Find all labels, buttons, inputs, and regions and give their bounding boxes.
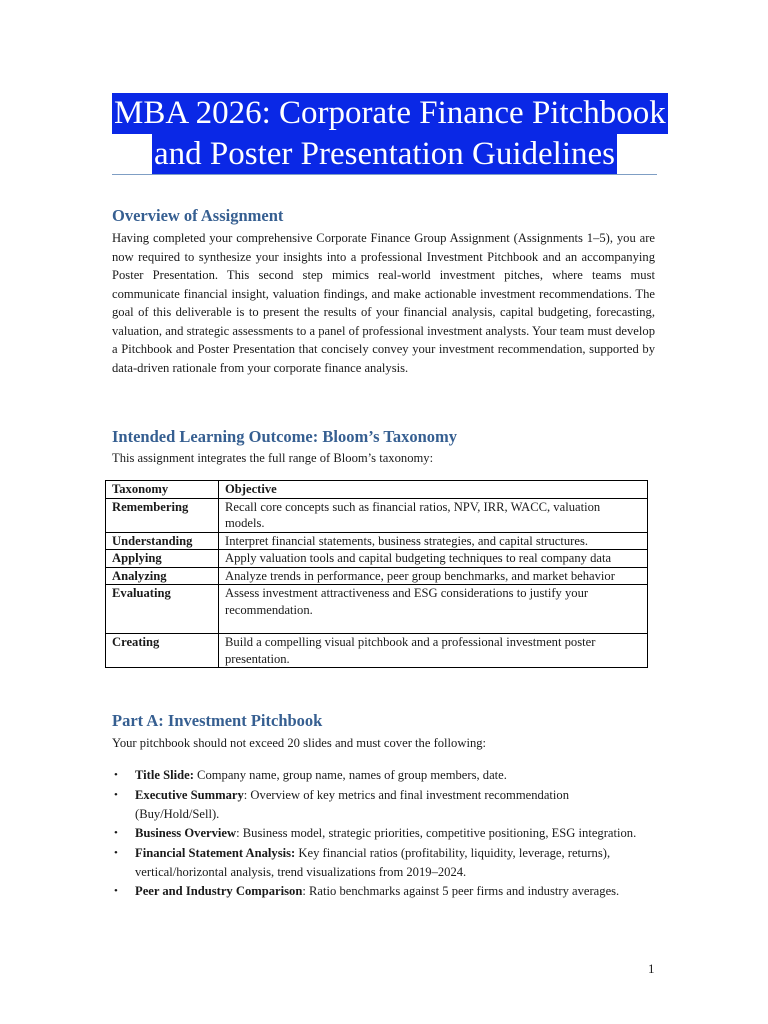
bullet-icon: • xyxy=(114,885,118,897)
overview-paragraph: Having completed your comprehensive Corporate Finance Group Assignment (Assignments 1–5), you are now required to synthesize your insights into a professional Investment Pitchbook and an accompanying Poster Presentation. This second step mimics real-world investment pitches, where teams must communicate financial insight, valuation findings, and make actionable investment recommendations. The goal of this deliverable is to present the results of your financial analysis, capital budgeting, forecasting, valuation, and strategic assessments to a panel of professional investment analysts. Your team must develop a Pitchbook and Poster Presentation that concisely convey your investment recommendation, supported by data-driven rationale from your corporate finance analysis. xyxy=(112,231,655,375)
objective-cell: Interpret financial statements, business strategies, and capital structures. xyxy=(219,532,648,550)
list-item-label: Financial Statement Analysis: xyxy=(135,845,296,860)
taxonomy-cell: Evaluating xyxy=(106,585,219,634)
objective-cell: Build a compelling visual pitchbook and a professional investment poster presentation. xyxy=(219,634,648,668)
list-item xyxy=(112,882,652,901)
table-header-taxonomy: Taxonomy xyxy=(106,481,219,499)
objective-cell: Analyze trends in performance, peer group benchmarks, and market behavior xyxy=(219,567,648,585)
page-number: 1 xyxy=(648,961,655,976)
part-a-heading: Part A: Investment Pitchbook xyxy=(112,711,323,730)
list-item xyxy=(112,766,652,785)
title-divider xyxy=(112,174,657,175)
list-item-label: Title Slide: xyxy=(135,768,194,782)
part-a-intro: Your pitchbook should not exceed 20 slides and must cover the following: xyxy=(112,736,487,750)
bullet-icon: • xyxy=(114,769,118,781)
taxonomy-cell: Understanding xyxy=(106,532,219,550)
list-item-label: Business Overview xyxy=(135,826,237,840)
taxonomy-cell: Remembering xyxy=(106,498,219,532)
table-row xyxy=(106,532,648,550)
list-item-text: : Ratio benchmarks against 5 peer firms and industry averages. xyxy=(302,884,620,898)
learning-outcome-intro: This assignment integrates the full range of Bloom’s taxonomy: xyxy=(112,451,434,465)
title-line-1: MBA 2026: Corporate Finance Pitchbook xyxy=(112,93,668,134)
table-header-objective: Objective xyxy=(219,481,648,499)
pitchbook-requirements-list xyxy=(112,766,652,902)
overview-heading: Overview of Assignment xyxy=(112,206,284,225)
learning-outcome-heading: Intended Learning Outcome: Bloom’s Taxonomy xyxy=(112,427,458,446)
bullet-icon: • xyxy=(114,846,118,859)
taxonomy-table xyxy=(105,480,648,668)
bullet-icon: • xyxy=(114,788,118,801)
table-row xyxy=(106,567,648,585)
taxonomy-cell: Applying xyxy=(106,550,219,568)
taxonomy-cell: Analyzing xyxy=(106,567,219,585)
objective-cell: Recall core concepts such as financial ratios, NPV, IRR, WACC, valuation models. xyxy=(219,498,648,532)
list-item-text: Key financial ratios (profitability, liquidity, leverage, returns), vertical/horizontal analysis, trend visualizations from 2019–2024. xyxy=(135,845,611,879)
list-item-text: : Overview of key metrics and final investment recommendation (Buy/Hold/Sell). xyxy=(135,787,570,821)
list-item-label: Peer and Industry Comparison xyxy=(135,884,303,898)
taxonomy-cell: Creating xyxy=(106,634,219,668)
list-item-text: Company name, group name, names of group members, date. xyxy=(193,768,507,782)
table-row xyxy=(106,585,648,634)
bullet-icon: • xyxy=(114,827,118,839)
table-row xyxy=(106,634,648,668)
list-item-text: : Business model, strategic priorities, competitive positioning, ESG integration. xyxy=(236,826,637,840)
title-line-2: and Poster Presentation Guidelines xyxy=(152,134,617,175)
table-header-row xyxy=(106,481,648,499)
objective-cell: Apply valuation tools and capital budgeting techniques to real company data xyxy=(219,550,648,568)
objective-cell: Assess investment attractiveness and ESG considerations to justify your recommendation. xyxy=(219,585,648,634)
list-item xyxy=(112,824,652,843)
table-row xyxy=(106,550,648,568)
list-item-label: Executive Summary xyxy=(135,787,244,802)
table-row xyxy=(106,498,648,532)
list-item xyxy=(112,786,652,824)
list-item xyxy=(112,844,652,882)
document-title xyxy=(112,93,666,175)
